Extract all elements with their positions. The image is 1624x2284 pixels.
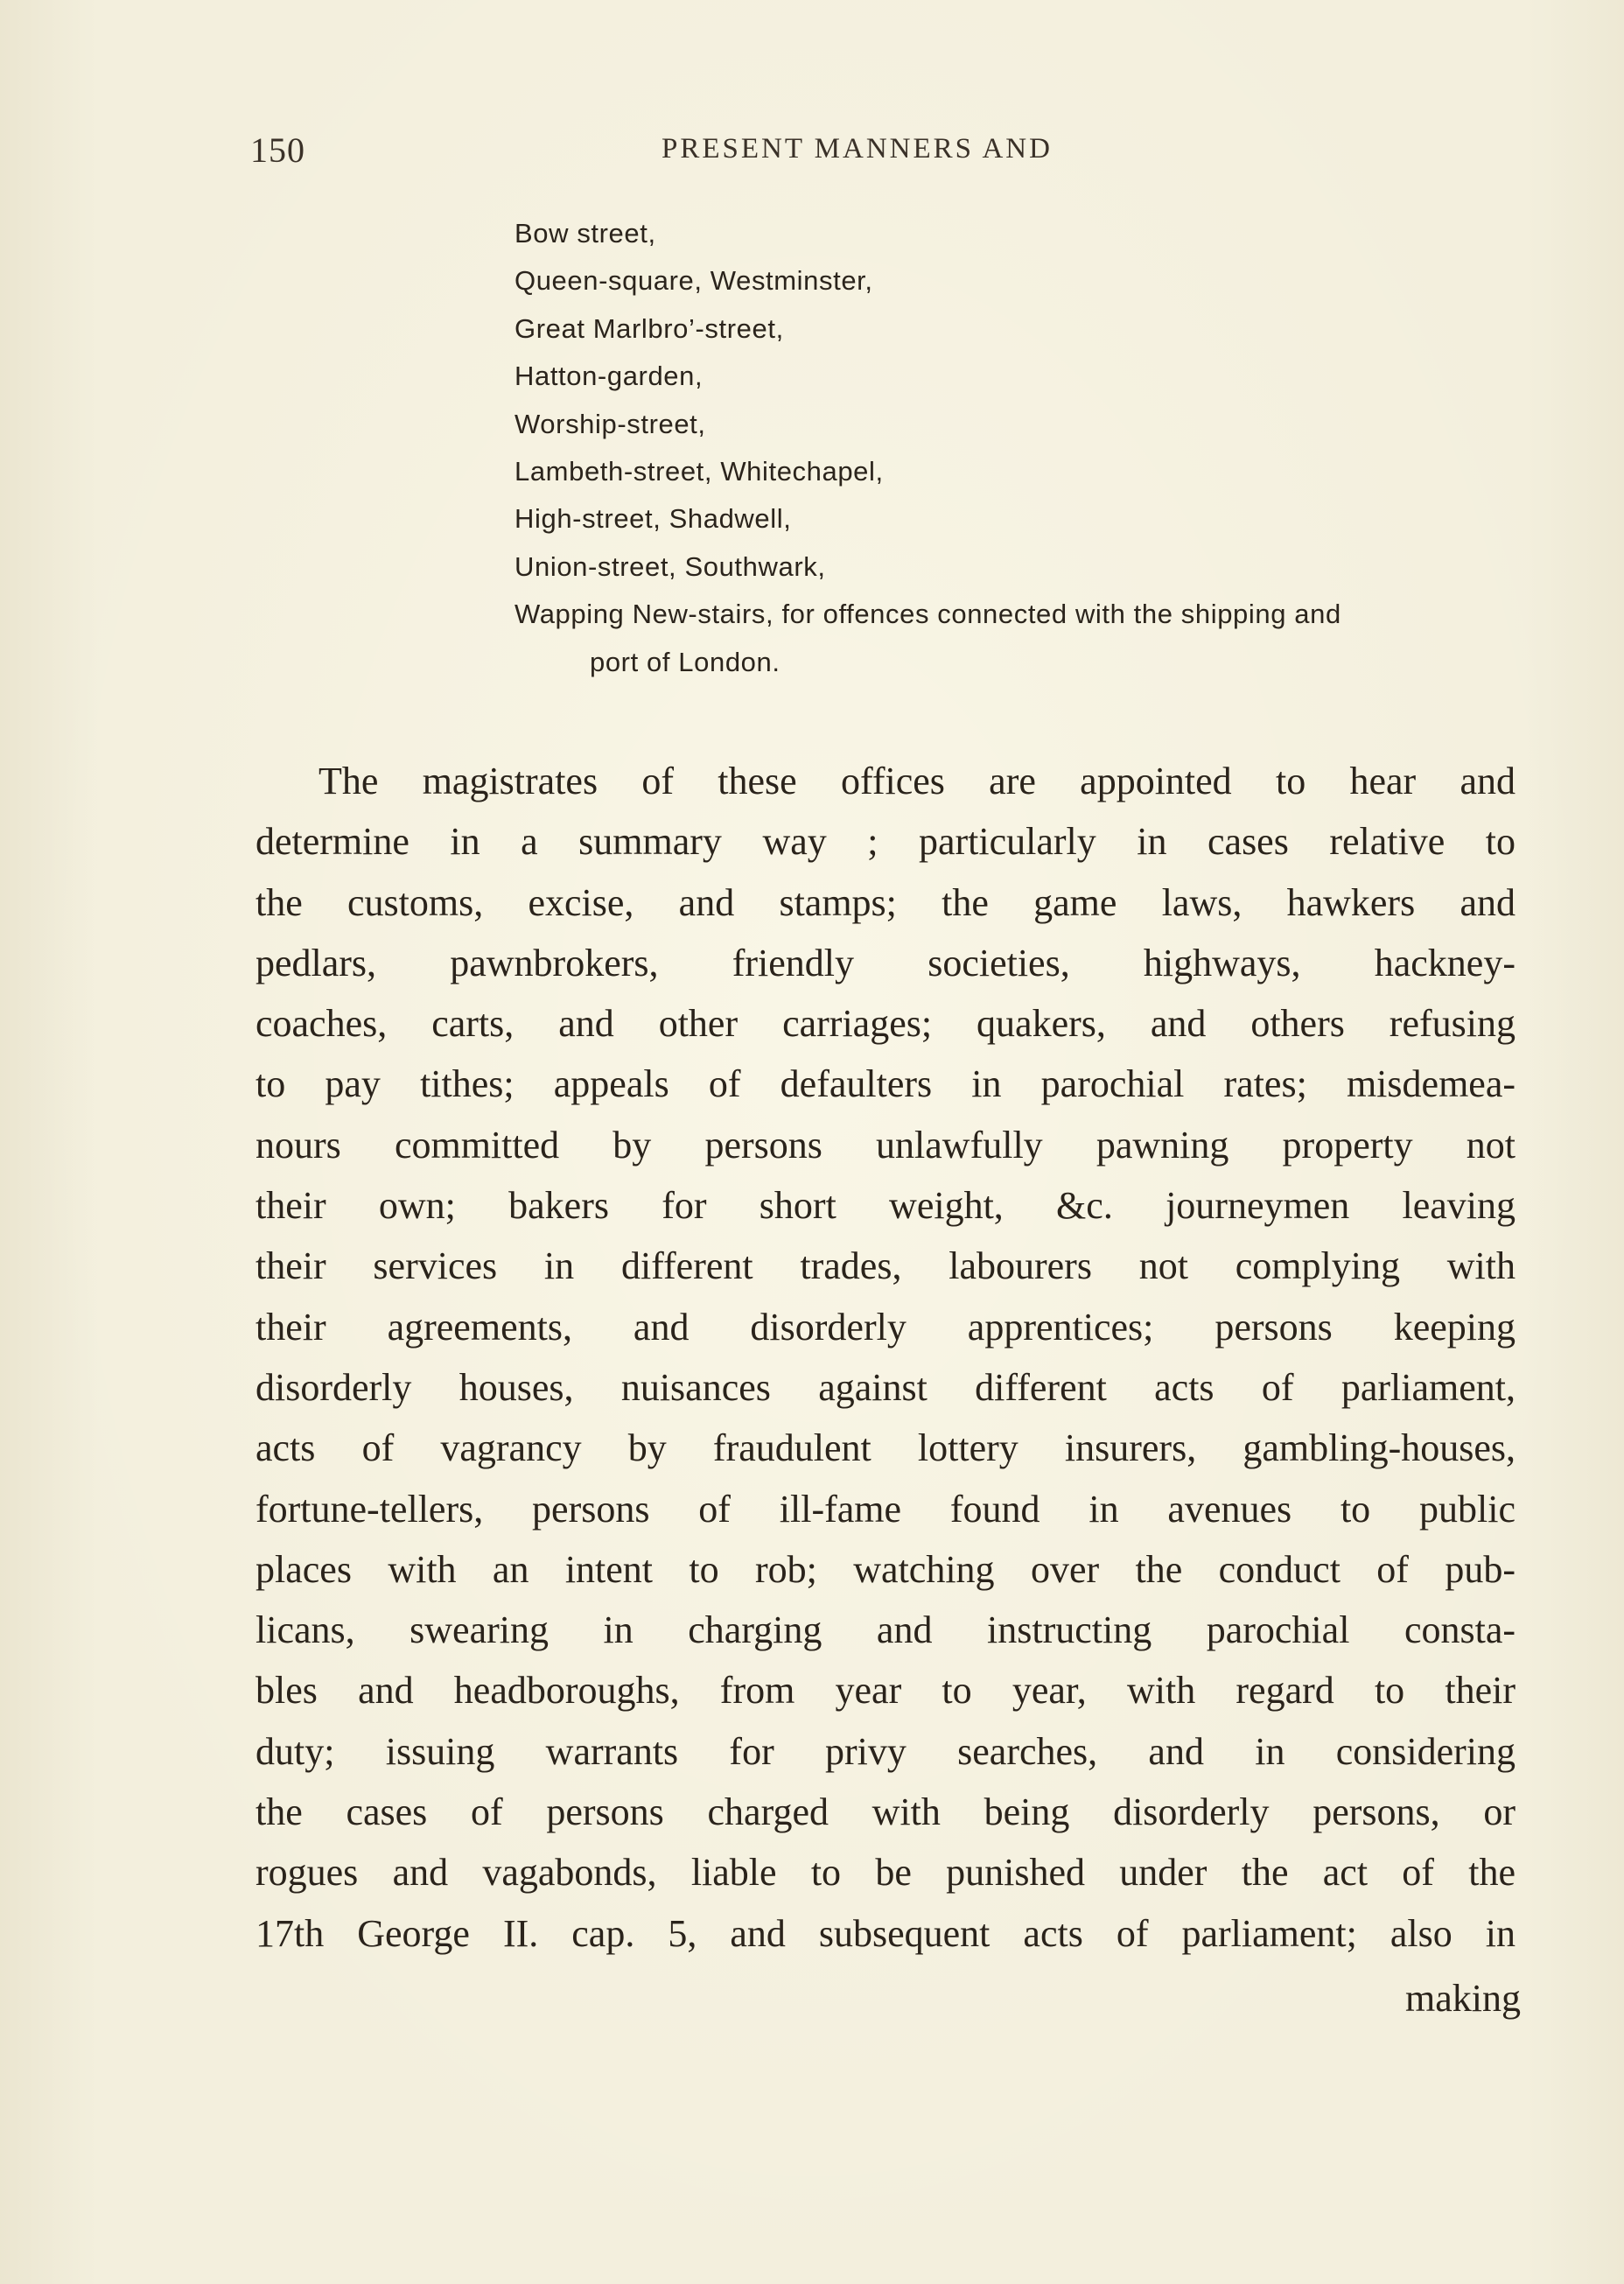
office-list-item: Queen-square, Westminster, (514, 265, 873, 297)
body-line: licans, swearing in charging and instructing parochial consta- (256, 1608, 1516, 1652)
body-line: their own; bakers for short weight, &c. journeymen leaving (256, 1184, 1516, 1228)
body-line: their agreements, and disorderly apprentices; persons keeping (256, 1305, 1516, 1349)
body-line: rogues and vagabonds, liable to be punished under the act of the (256, 1851, 1516, 1895)
running-head: PRESENT MANNERS AND (662, 133, 1053, 165)
body-line: The magistrates of these offices are appointed to hear and (318, 760, 1516, 802)
office-list-item: Great Marlbro’-street, (514, 312, 784, 344)
body-line: to pay tithes; appeals of defaulters in parochial rates; misdemea- (256, 1062, 1516, 1106)
office-list-item-continuation: port of London. (590, 646, 780, 677)
office-list-item: Lambeth-street, Whitechapel, (514, 456, 884, 487)
body-line: coaches, carts, and other carriages; quakers, and others refusing (256, 1002, 1516, 1046)
body-line: 17th George II. cap. 5, and subsequent acts of parliament; also in (256, 1911, 1516, 1955)
office-list-item: Worship-street, (514, 408, 706, 439)
body-paragraph (256, 751, 1516, 1964)
body-line: duty; issuing warrants for privy searches, and in considering (256, 1729, 1516, 1773)
page-number: 150 (250, 130, 305, 170)
page-header (250, 130, 1125, 182)
office-list-item: Hatton-garden, (514, 361, 704, 392)
body-line: places with an intent to rob; watching over the conduct of pub- (256, 1547, 1516, 1591)
body-line: nours committed by persons unlawfully pawning property not (256, 1123, 1516, 1167)
body-line: pedlars, pawnbrokers, friendly societies, highways, hackney- (256, 941, 1516, 984)
office-list-item: Union-street, Southwark, (514, 550, 826, 582)
body-line: their services in different trades, labourers not complying with (256, 1244, 1516, 1288)
body-line: acts of vagrancy by fraudulent lottery insurers, gambling-houses, (256, 1426, 1516, 1470)
office-list-item: Wapping New-stairs, for offences connected with the shipping and (514, 599, 1341, 630)
body-line: disorderly houses, nuisances against different acts of parliament, (256, 1365, 1516, 1409)
office-list-item: Bow street, (514, 218, 656, 249)
body-line: the cases of persons charged with being disorderly persons, or (256, 1790, 1516, 1834)
office-list-item: High-street, Shadwell, (514, 503, 792, 535)
body-line: fortune-tellers, persons of ill-fame found in avenues to public (256, 1487, 1516, 1531)
police-office-list (514, 210, 1521, 686)
catchword: making (1405, 1977, 1521, 2020)
body-line: bles and headboroughs, from year to year, with regard to their (256, 1669, 1516, 1713)
body-line: determine in a summary way ; particularly in cases relative to (256, 820, 1516, 864)
body-line: the customs, excise, and stamps; the game laws, hawkers and (256, 880, 1516, 924)
